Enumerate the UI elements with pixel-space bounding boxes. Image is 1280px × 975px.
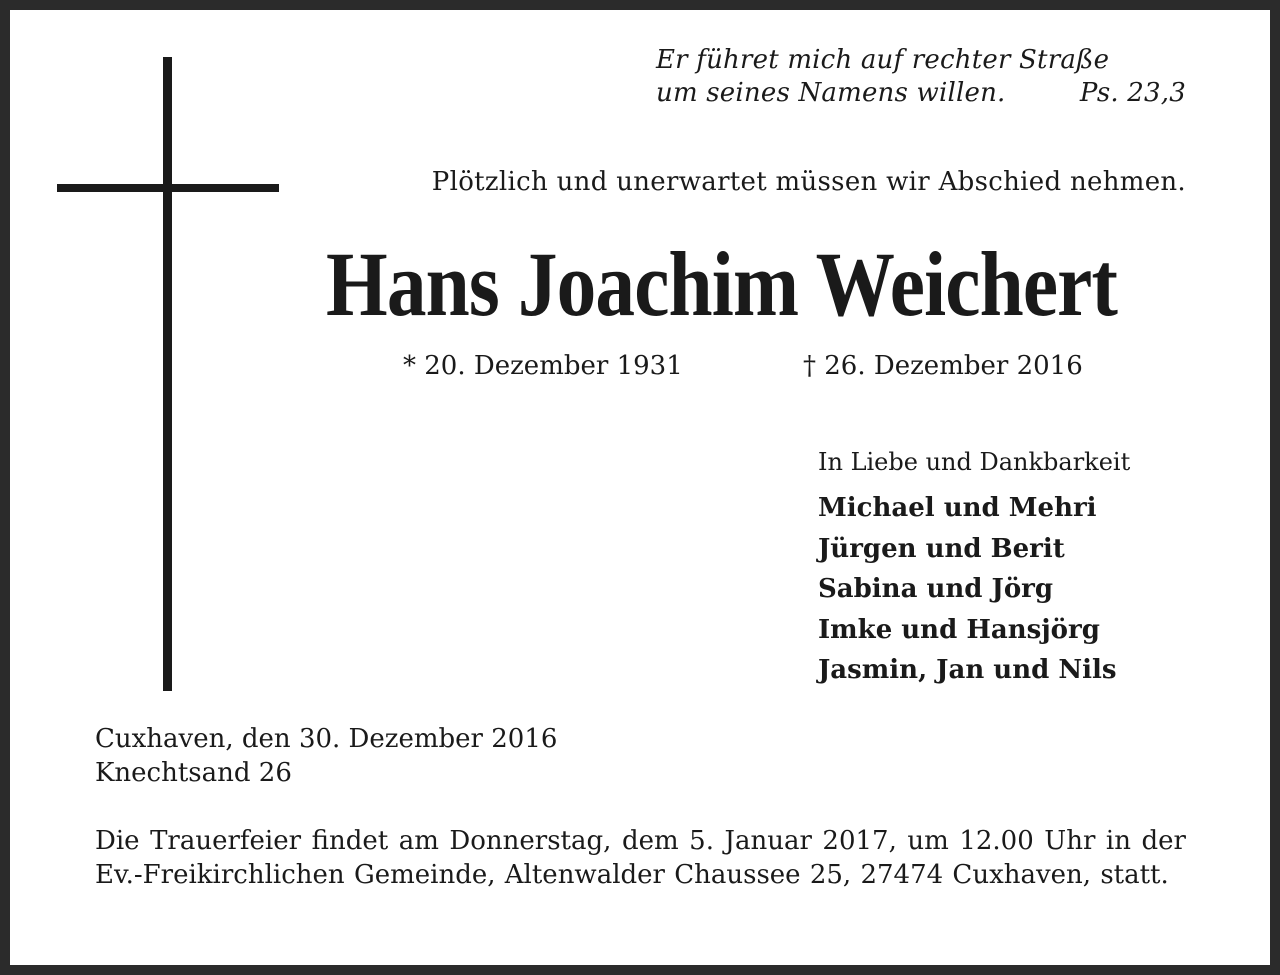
bible-verse-line-2 <box>656 77 1186 110</box>
place-date-line: Cuxhaven, den 30. Dezember 2016 <box>95 724 558 754</box>
bible-verse-reference: Ps. 23,3 <box>1079 78 1186 108</box>
bible-verse-line-2-text: um seines Namens willen. <box>656 78 1006 108</box>
cross-icon-beam <box>57 184 279 192</box>
cross-icon <box>163 57 172 691</box>
mourner-name: Michael und Mehri <box>818 493 1097 523</box>
mourners-lead: In Liebe und Dankbarkeit <box>818 448 1131 476</box>
mourner-name: Sabina und Jörg <box>818 574 1054 604</box>
place-and-date <box>95 722 557 790</box>
mourner-name: Imke und Hansjörg <box>818 614 1100 645</box>
mourners-list <box>818 488 1198 691</box>
mourners-block <box>818 446 1198 691</box>
address-line: Knechtsand 26 <box>95 758 292 788</box>
birth-date: * 20. Dezember 1931 <box>403 351 683 381</box>
deceased-name: Hans Joachim Weichert <box>326 233 1118 335</box>
bible-verse <box>656 44 1186 110</box>
bible-verse-line-1: Er führet mich auf rechter Straße <box>656 45 1110 75</box>
mourner-name: Jasmin, Jan und Nils <box>818 655 1117 685</box>
intro-text: Plötzlich und unerwartet müssen wir Abschied nehmen. <box>431 167 1186 197</box>
mourner-name: Jürgen und Berit <box>818 533 1065 564</box>
ceremony-info: Die Trauerfeier findet am Donnerstag, dem 5. Januar 2017, um 12.00 Uhr in der Ev.-Freikirchlichen Gemeinde, Altenwalder Chaussee 25, 27474 Cuxhaven, statt. <box>95 826 1186 890</box>
death-date: † 26. Dezember 2016 <box>803 351 1083 381</box>
